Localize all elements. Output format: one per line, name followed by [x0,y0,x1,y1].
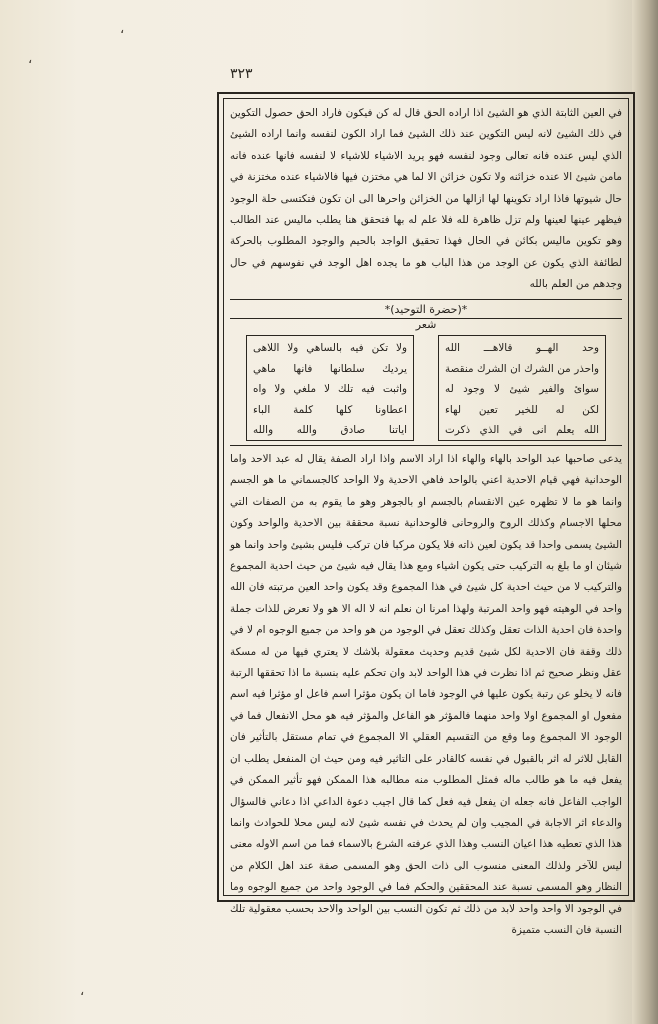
poem-label: شعر [415,318,437,331]
margin-mark-left-top: ، [28,52,33,67]
main-paragraph: يدعى صاحبها عبد الواحد بالهاء والهاء اذا اراد الاسم واذا اراد الصفة يقال له عبد الاحد واما الوحدانية فهي قيام الاحدية اعني بالواحد فاهي الاحدية ولا الواحد كالجسماني ما هو الجسم وانما هو ما لا تظهره عين الانقسام بالجسم او بالجوهر وهو ما يقوم به من الصفات التي محلها الاجسام وكذلك الروح والروحانى فالوحدانية نسبة محققة بين الاحدية والواحد وكون الشيئ يسمى واحدا قد يكون لعين ذاته فلا يكون مركبا فان تركب فليس بشيئ واحد وانما هو شيئان او ما بلغ به التركيب حتى يكون اشياء ومع هذا يقال فيه شيئ من حيث احدية المجموع والتركيب لا من حيث احدية كل شيئ في هذا المجموع وقد يكون واحد العين مرتبته فان الله واحد في الوهيته فهو واحد المرتبة ولهذا امرنا ان نعلم انه لا اله الا هو ولا تعرض للذات جملة واحدة فان احدية الذات تعقل وكذلك تعقل في الوجود من هو واحد من جميع الوجوه ام لا في ذلك وقفة فان الاحدية لكل شيئ قديم وحديث معقولة بلاشك لا يعتري فيها من له مسكة عقل ونظر صحيح ثم اذا نظرت في هذا الواحد لابد وان تحكم عليه بنسبة ما اذا تحققها الرتبة فانه لا يخلو عن رتبة يكون عليها في الوجود فاما ان يكون مؤثرا اسم فاعل او مؤثرا فيه اسم مفعول او المجموع اولا واحد منهما فالمؤثر هو الفاعل والمؤثر فيه هو محل الانفعال فما في الوجود الا المجموع وما وقع من التقسيم العقلي الا المجموع في تمام مستقل بالتأثير فان القابل للاثر له اثر بالقبول في نفسه كالقادر على التاثير فيه ومن حيث ان المنفعل يطلب ان يفعل فيه ما هو طالب ماله فمثل المطلوب منه مطالبه هذا الممكن فهو تأثير الممكن في الواجب الفاعل فانه جعله ان يفعل فيه فعل كما قال اجيب دعوة الداعي اذا دعاني فالسؤال والدعاء اثر الاجابة في المجيب وان لم يحدث في نفسه شيئ لانه ليس محلا للحوادث وانما هذا الذي تعطيه هذا اعيان النسب وهذا الذي عرفته الشرع بالاسماء فما من اسم الاوله معنى ليس للآخر ولذلك المعنى منسوب الى ذات الحق وهو المسمى صفة عند اهل الكلام من النظار وهو المسمى نسبة عند المحققين والحكم فما في الوجود واحد من جميع الوجوه وما في الوجود الا واحد واحد لابد من ذلك ثم تكون النسب بين الواحد والاحد بحسب معقولية تلك النسبة فان النسب متميزة [230,453,622,936]
poem-verse: واثبت فيه تلك لا ملغي ولا واه [253,383,407,395]
poem-verse: ولا تكن فيه بالساهي ولا اللاهى [253,342,407,354]
text-frame [217,92,635,936]
poem-divider [230,445,622,446]
poem-verse: واحذر من الشرك ان الشرك منقصة [445,362,599,375]
margin-mark-left-bottom: ، [80,984,85,999]
poem-right-column [438,335,606,441]
intro-paragraph: في العين الثابتة الذي هو الشيئ اذا اراده الحق قال له كن فيكون فاراد الحق حصول التكوين في ذلك الشيئ لانه ليس التكوين عند ذلك الشيئ فما اراد الكون لنفسه وانما اراده الشيئ الذي ليس عنده فانه تعالى وجود لنفسه فهو يريد الاشياء للاشياء لا لنفسه فانها عنده فانه مامن شيئ الا عنده خزائنه ولا تكون خزائن الا لما هي مختزن فيها فالاشياء عنده مختزنة في حال شيوتها فاذا اراد تكوينها لها ازالها من الخزائن واحرها الى ان تكون فتكتسى حلة الوجود فيظهر عينها لعينها ولم تزل ظاهرة لله فلا علم له بها فتحقق هنا يطلب ماليس عند الطالب وهو تكوين ماليس بكائن في الحال فهذا تحقيق الواجد بالحيم والوجود المطلوب بالحركة لطائفة الذي يكون عن الوجد من هذا الباب هو ما يجده اهل الوجد في نفوسهم في حال وجدهم من العلم بالله [230,107,622,291]
poem-verse: سوائ والفير شيئ لا وجود له [445,383,599,395]
poem-left-column [246,335,414,441]
poem-verse: اعطاونا كلها كلمة الباء [253,403,407,416]
poem-verse: اياتنا صادق والله والله [253,424,407,436]
poem-verse: وحد الهــو قالاهـــ الله [445,342,599,354]
poem-verse: يرديك سلطانها فانها ماهي [253,362,407,375]
poem [246,335,606,443]
text-frame-inner [223,98,629,936]
section-heading [230,299,622,319]
section-heading-text: *(حضرة التوحيد)* [384,302,468,316]
book-gutter [632,0,658,1024]
margin-mark-top: ، [120,22,125,37]
poem-verse: لكن له للخير تعين لهاء [445,403,599,416]
poem-verse: الله يعلم انى في الذي ذكرت [445,424,599,436]
page-number: ٣٢٣ [230,66,253,82]
